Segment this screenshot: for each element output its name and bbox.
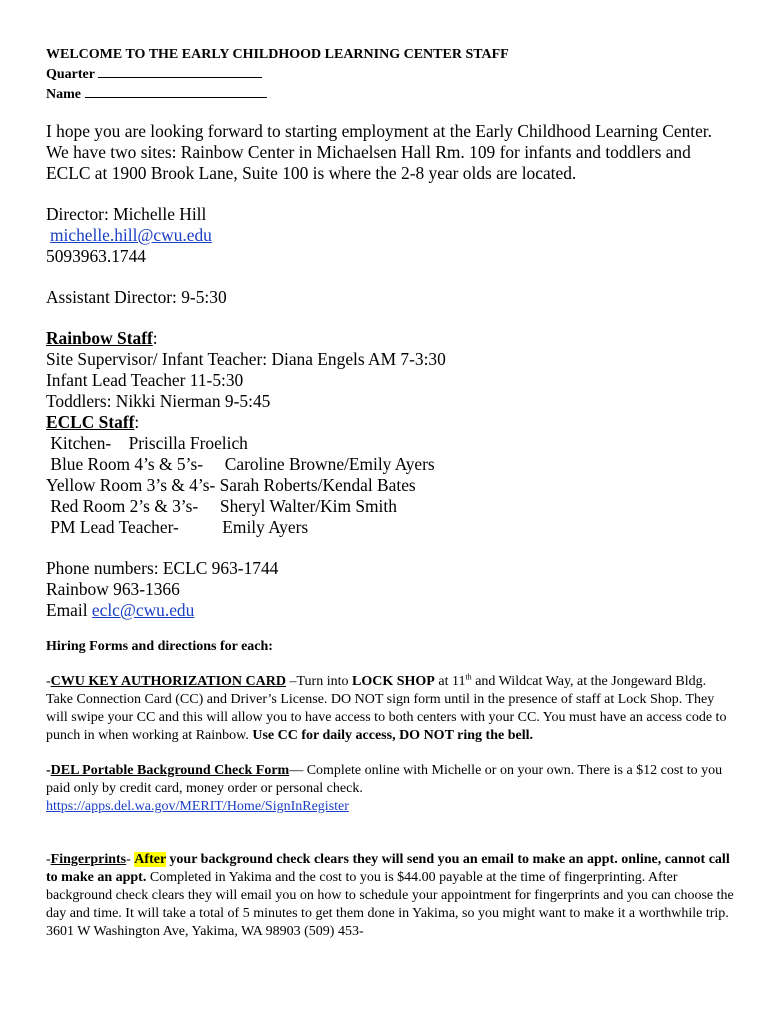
director-block [46,204,736,267]
key-card-bold-note: Use CC for daily access, DO NOT ring the bell. [252,728,533,743]
rainbow-phone: Rainbow 963-1366 [46,579,180,599]
director-email-link[interactable]: michelle.hill@cwu.edu [50,225,212,245]
fingerprints-title: Fingerprints [50,852,127,867]
eclc-phone: Phone numbers: ECLC 963-1744 [46,558,279,578]
rainbow-staff-block: Rainbow Staff: Site Supervisor/ Infant Teacher: Diana Engels AM 7-3:30 Infant Lead Teacher 11-5:30 Toddlers: Nikki Nierman 9-5:45 ECLC Staff: Kitchen- Priscilla Froelich Blue Room 4’s & 5’s- Caroline Browne/Emily Ayers Yellow Room 3’s & 4’s- Sarah Roberts/Kendal Bates Red Room 2’s & 3’s- Sheryl Walter/Kim Smith PM Lead Teacher- Emily Ayers [46,328,736,538]
eclc-staff-line: Yellow Room 3’s & 4’s- Sarah Roberts/Kendal Bates [46,475,416,495]
document-page [46,46,736,941]
del-url-link[interactable]: https://apps.del.wa.gov/MERIT/Home/SignInRegister [46,799,349,814]
name-blank-line[interactable] [85,84,267,98]
director-line: Director: Michelle Hill [46,204,207,224]
eclc-staff-heading: ECLC Staff [46,412,135,432]
key-card-title: CWU KEY AUTHORIZATION CARD [50,674,286,689]
director-phone: 5093963.1744 [46,246,146,266]
quarter-label: Quarter [46,67,95,82]
key-card-paragraph: -CWU KEY AUTHORIZATION CARD –Turn into LOCK SHOP at 11th and Wildcat Way, at the Jongeward Bldg. Take Connection Card (CC) and Driver’s License. DO NOT sign form until in the presence of staff at Lock Shop. They will swipe your CC and this will allow you to have access to both centers with your CC. You must have an access code to punch in when working at Rainbow. Use CC for daily access, DO NOT ring the bell. [46,672,727,743]
document-title: WELCOME TO THE EARLY CHILDHOOD LEARNING CENTER STAFF [46,47,509,62]
rainbow-staff-line: Infant Lead Teacher 11-5:30 [46,370,244,390]
del-form-title: DEL Portable Background Check Form [50,763,290,778]
after-highlight: After [134,852,166,867]
eclc-email-link[interactable]: eclc@cwu.edu [91,600,195,620]
eclc-staff-line: Blue Room 4’s & 5’s- Caroline Browne/Emily Ayers [46,454,435,474]
del-paragraph: -DEL Portable Background Check Form— Complete online with Michelle or on your own. There is a $12 cost to you paid only by credit card, money order or personal check. https://apps.del.wa.gov/MERIT/Home/SignInRegister [46,763,723,814]
rainbow-staff-line: Toddlers: Nikki Nierman 9-5:45 [46,391,271,411]
lock-shop-text: LOCK SHOP [352,674,435,689]
intro-paragraph: I hope you are looking forward to starting employment at the Early Childhood Learning Center. We have two sites: Rainbow Center in Michaelsen Hall Rm. 109 for infants and toddlers and ECLC at 1900 Brook Lane, Suite 100 is where the 2-8 year olds are located. [46,121,712,183]
hiring-heading: Hiring Forms and directions for each: [46,639,273,654]
header-block [46,46,736,104]
phone-numbers-block [46,558,736,621]
fingerprints-paragraph: -Fingerprints- After your background check clears they will send you an email to make an appt. online, cannot call to make an appt. Completed in Yakima and the cost to you is $44.00 payable at the time of fingerprinting. After background check clears they will email you on how to schedule your appointment for fingerprints and you can choose the day and time. It will take a total of 5 minutes to get them done in Yakima, so you might want to make it a worthwhile trip. 3601 W Washington Ave, Yakima, WA 98903 (509) 453- [46,852,734,939]
quarter-field [46,64,736,84]
eclc-staff-line: PM Lead Teacher- Emily Ayers [46,517,309,537]
assistant-director: Assistant Director: 9-5:30 [46,287,227,307]
name-label: Name [46,87,81,102]
rainbow-staff-heading: Rainbow Staff [46,328,153,348]
eclc-staff-line: Kitchen- Priscilla Froelich [46,433,248,453]
rainbow-staff-line: Site Supervisor/ Infant Teacher: Diana Engels AM 7-3:30 [46,349,446,369]
quarter-blank-line[interactable] [98,64,262,78]
name-field [46,84,736,104]
email-label: Email [46,600,92,620]
eclc-staff-line: Red Room 2’s & 3’s- Sheryl Walter/Kim Smith [46,496,397,516]
